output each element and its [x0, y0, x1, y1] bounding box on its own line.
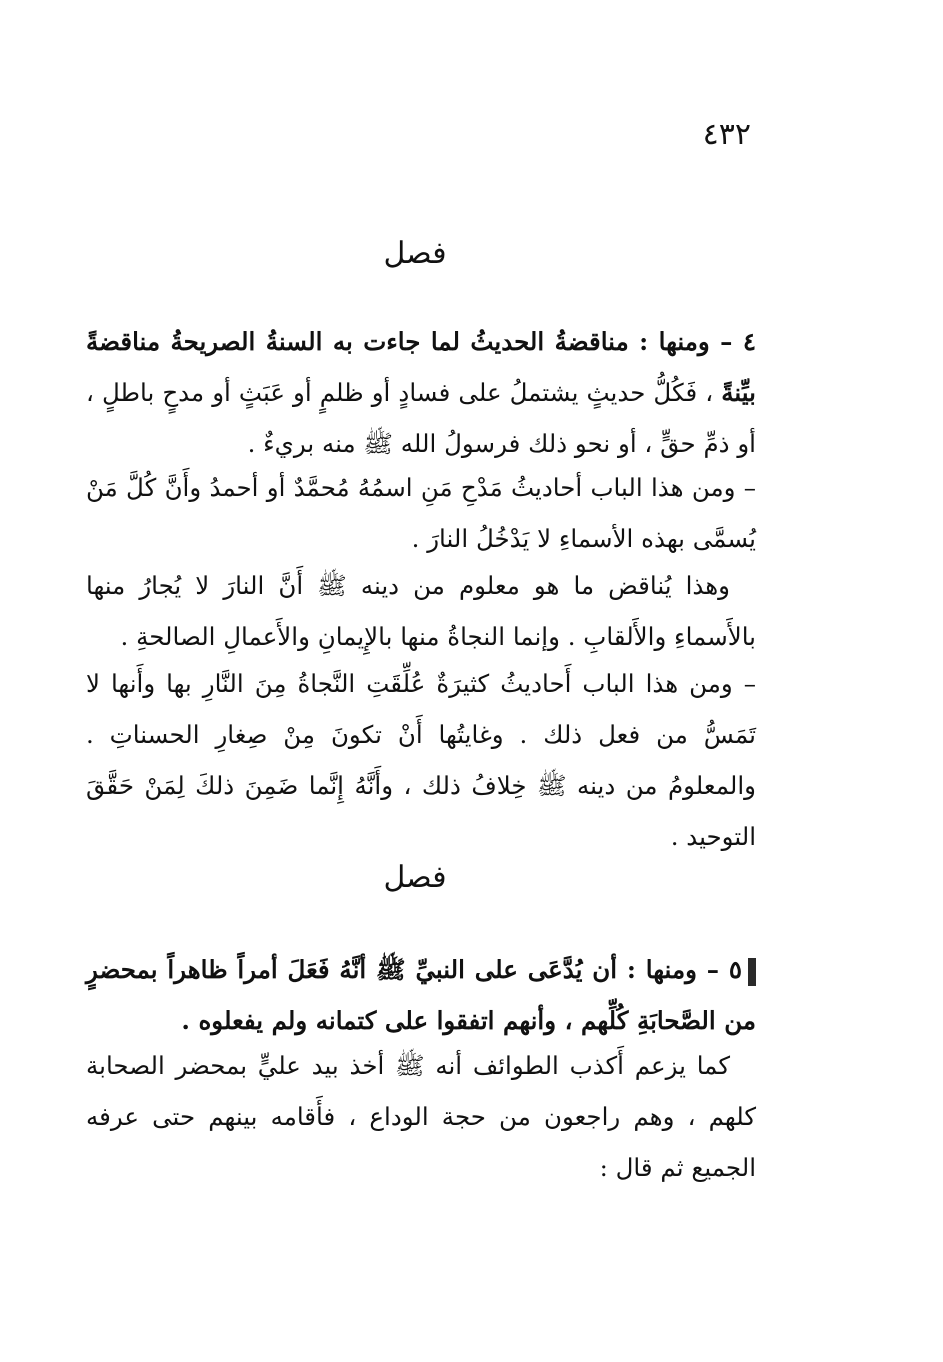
section1-paragraph-2: – ومن هذا الباب أحاديثُ مَدْحِ مَنِ اسمُهُ مُحمَّدٌ أو أحمدُ وأَنَّ كُلَّ مَنْ يُسمَّى بهذه الأسماءِ لا يَدْخُلُ النارَ .	[86, 473, 756, 553]
section2-item-5	[86, 944, 756, 1046]
page-number: ٤٣٢	[702, 117, 751, 152]
margin-mark-icon	[748, 958, 756, 986]
item-5-title: ٥ – ومنها : أن يُدَّعَى على النبيِّ ﷺ أنَّهُ فَعَلَ أمراً ظاهراً بمحضرٍ من الصَّحابَةِ كُلِّهم ، وأنهم اتفقوا على كتمانه ولم يفعلوه .	[86, 955, 756, 1035]
section2-paragraph-2: كما يزعم أَكذب الطوائف أنه ﷺ أخذ بيد عليٍّ بمحضر الصحابة كلهم ، وهم راجعون من حجة الوداع ، فأَقامه بينهم حتى عرفه الجميع ثم قال :	[86, 1051, 756, 1182]
section1-paragraph-4: – ومن هذا الباب أَحاديثُ كثيرَةٌ عُلِّقَتِ النَّجاةُ مِنَ النَّارِ بها وأَنها لا تَمَسُّ من فعل ذلك . وغايتُها أَنْ تكونَ مِنْ صِغارِ الحسناتِ . والمعلومُ من دينه ﷺ خِلافُ ذلك ، وأَنَّهُ إِنَّما ضَمِنَ ذلكَ لِمَنْ حَقَّقَ التوحيد .	[86, 669, 756, 851]
section-heading-1: فصل	[383, 236, 447, 271]
section-heading-2: فصل	[383, 860, 447, 895]
item-4-title: ٤ – ومنها : مناقضةُ الحديثُ لما جاءت به السنةُ الصريحةُ مناقضةً بيِّنةً	[86, 327, 756, 407]
section1-paragraph-3: وهذا يُناقض ما هو معلوم من دينه ﷺ أَنَّ النارَ لا يُجارُ منها بالأَسماءِ والأَلقابِ . وإنما النجاةُ منها بالإِيمانِ والأَعمالِ الصالحةِ .	[86, 571, 756, 651]
section1-item-4	[86, 316, 756, 469]
item-4-body: ، فَكُلُّ حديثٍ يشتملُ على فسادٍ أو ظلمٍ أو عَبَثٍ أو مدحٍ باطلٍ ، أو ذمِّ حقٍّ ، أو نحو ذلك فرسولُ الله ﷺ منه بريءٌ .	[86, 378, 756, 458]
